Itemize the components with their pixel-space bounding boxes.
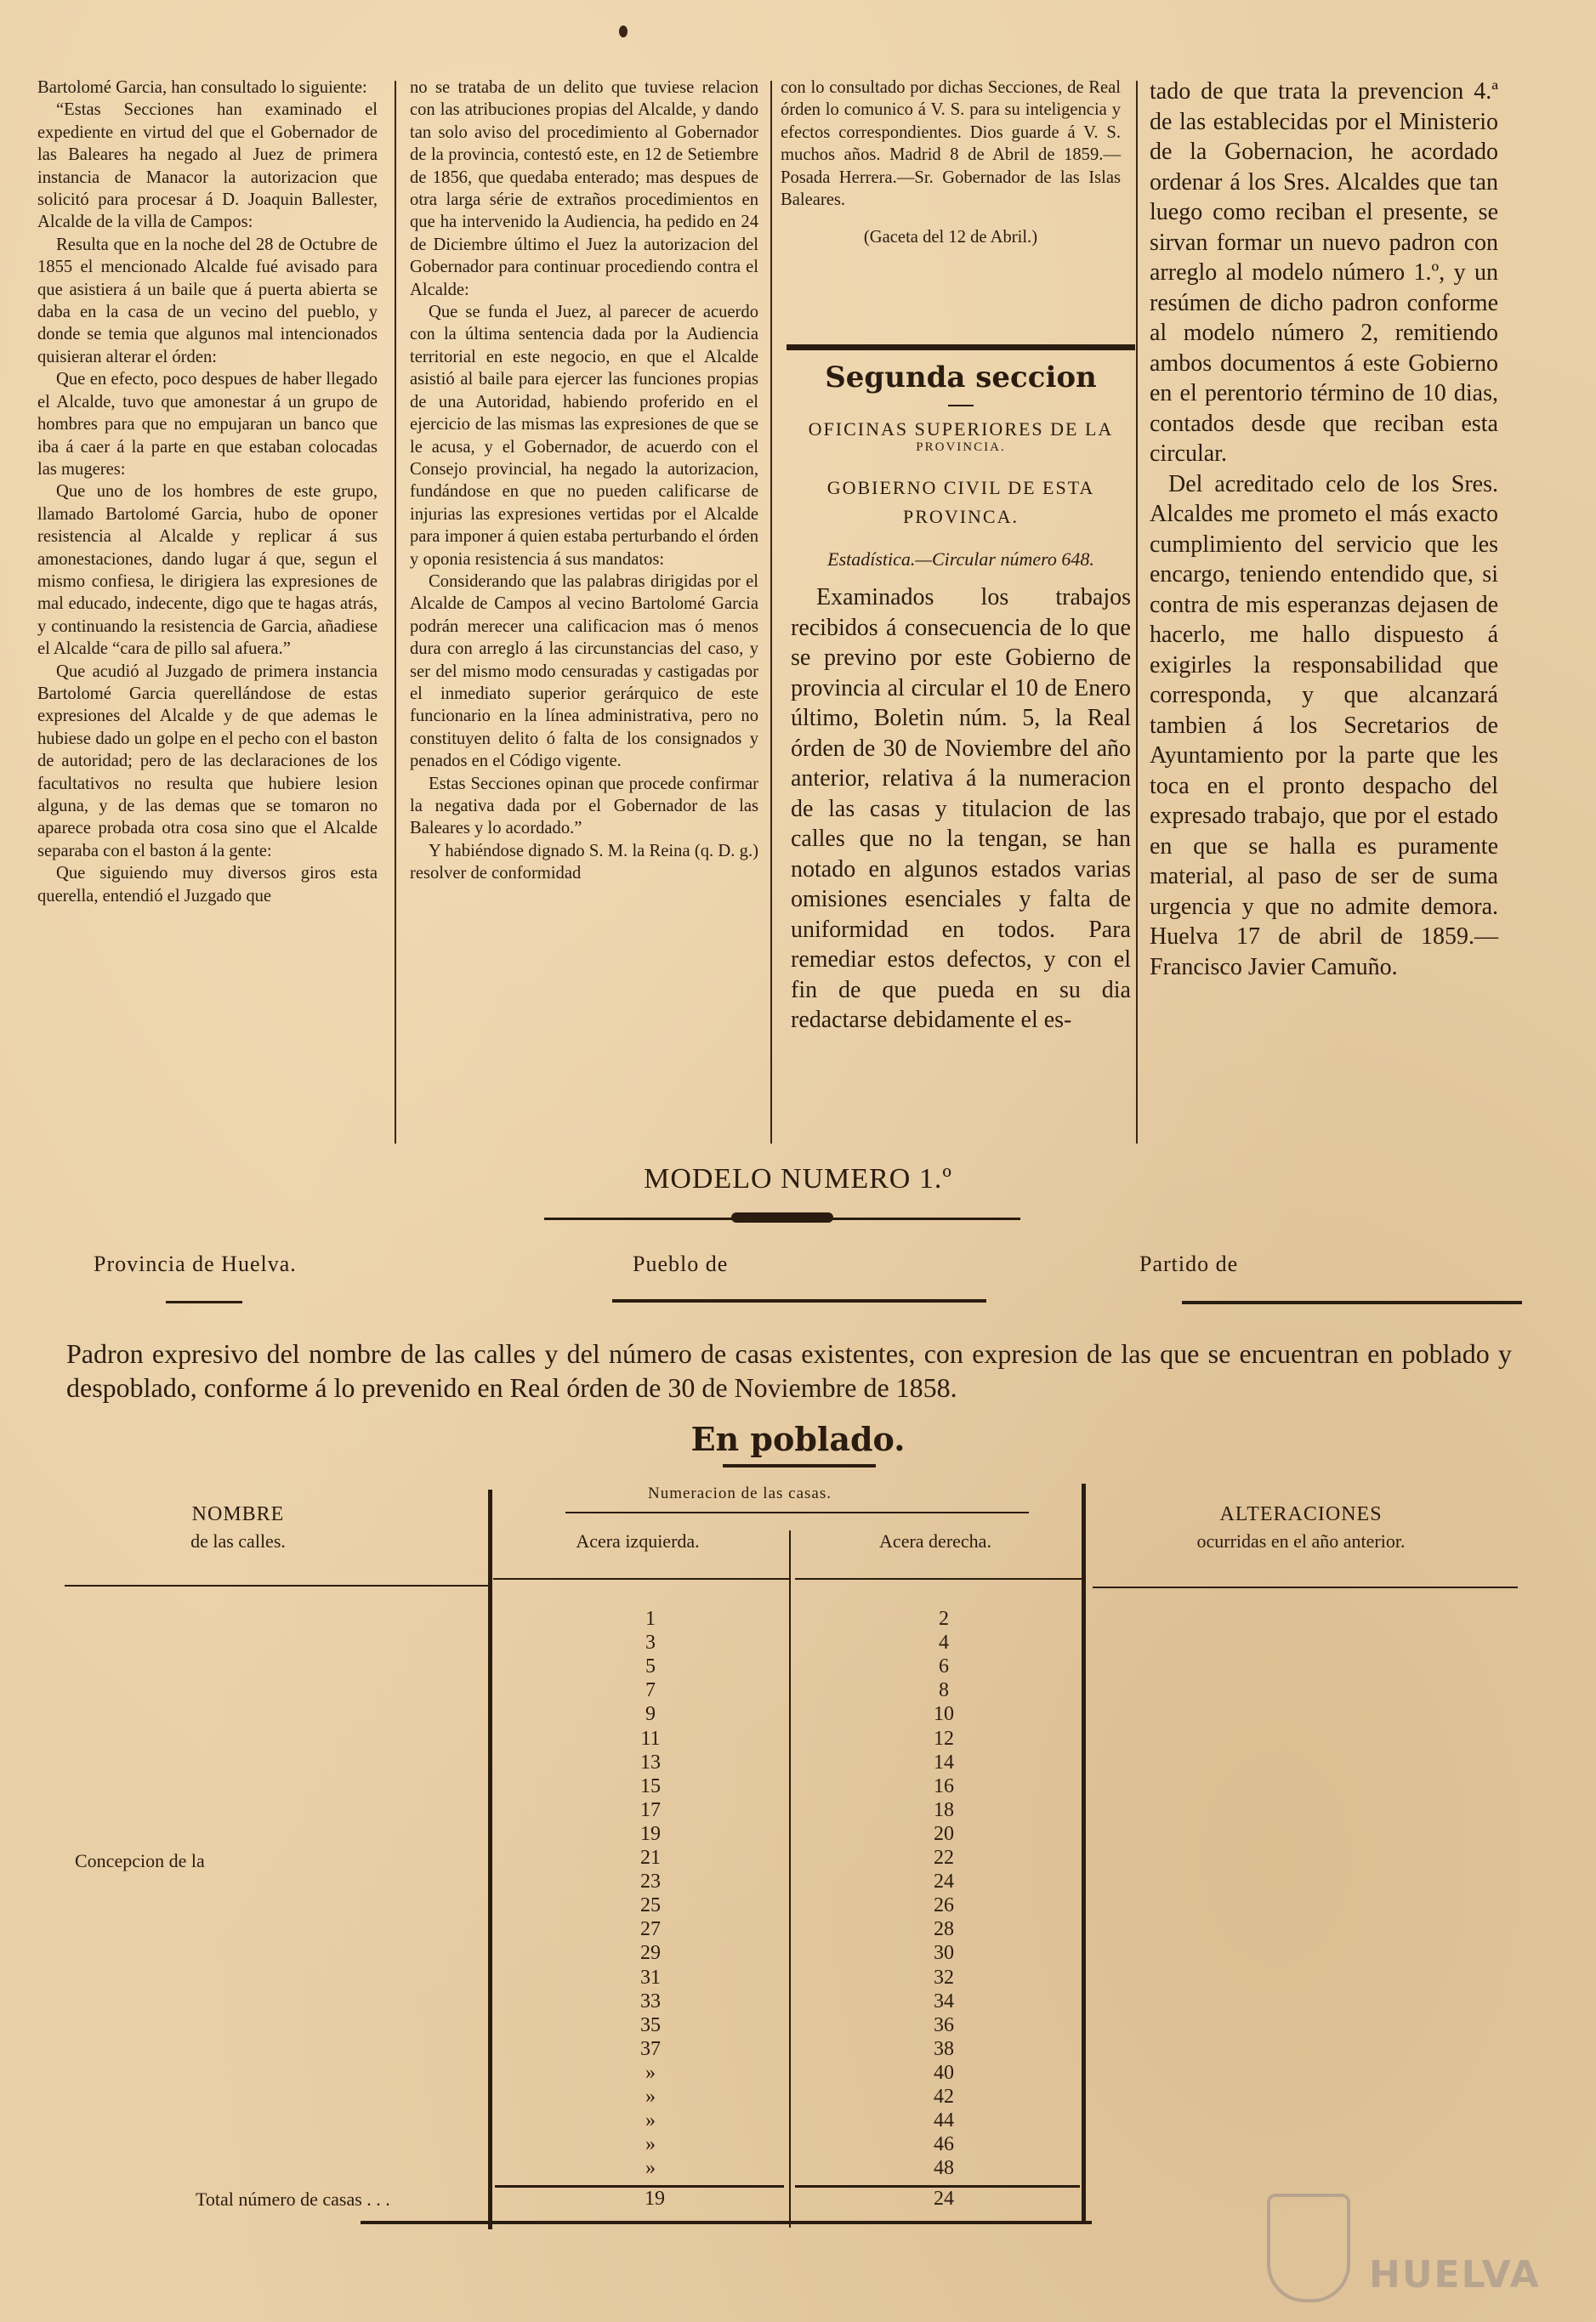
right-number: 38 [934, 2037, 954, 2060]
right-number: 10 [934, 1703, 954, 1726]
right-number: 14 [934, 1751, 954, 1774]
right-number: 30 [934, 1942, 954, 1965]
paragraph: Estas Secciones opinan que procede confirmar la negativa dada por el Gobernador de las Baleares y lo acordado.” [410, 774, 758, 838]
section-rule [787, 344, 1135, 350]
left-number: 19 [640, 1822, 661, 1845]
table-divider [1082, 1484, 1086, 2223]
paragraph: Considerando que las palabras dirigidas por el Alcalde de Campos al vecino Bartolomé Garcia podrán merecer una calificacion mas ó menos dura con arreglo á las circunstancias del caso, y ser del mismo modo censuradas y castigadas por el inmediato superior gerárquico de este funcionario en la línea administrativa, pero no constituyen delito ó falta de los consignados y penados en el Código vigente. [410, 571, 758, 771]
left-number: » [645, 2109, 656, 2132]
right-number: 18 [934, 1798, 954, 1821]
header-bottom-rule [1093, 1587, 1518, 1588]
right-number: 16 [934, 1774, 954, 1797]
paragraph: tado de que trata la prevencion 4.ª de las establecidas por el Ministerio de la Gobernacion, he acordado ordenar á los Sres. Alcaldes que tan luego como reciban el presente, se sirvan formar un nuevo padron con arreglo al modelo número 1.º, y un resúmen de dicho padron conforme al modelo número 2, remitiendo ambos documentos á este Gobierno en el perentorio término de 10 dias, contados desde que reciban esta circular. [1150, 78, 1498, 467]
circular-body: Examinados los trabajos recibidos á consecuencia de lo que se previno por este Gobierno de provincia al circular el 10 de Enero último, Boletin núm. 5, la Real órden de 30 de Noviembre del año anterior, relativa á la numeracion de las casas y titulacion de las calles que no la tengan, se han notado en algunos estados varias omisiones esenciales y falta de uniformidad en todos. Para remediar estos defectos, y con el fin de que pueda en su dia redactarse debidamente el es- [791, 584, 1131, 1033]
right-number: 12 [934, 1727, 954, 1750]
alteraciones-subheader: ocurridas en el año anterior. [1196, 1530, 1406, 1552]
ornament-rule [166, 1301, 242, 1303]
header-bottom-rule [795, 1578, 1084, 1580]
stamp-word: HUELVA [1369, 2253, 1541, 2296]
right-number: 32 [934, 1966, 954, 1989]
right-number: 44 [934, 2109, 954, 2132]
right-number: 22 [934, 1847, 954, 1869]
right-number: 26 [934, 1894, 954, 1917]
padron-description: Padron expresivo del nombre de las calles y del número de casas existentes, con expresion de las que se encuentran en poblado y despoblado, conforme á lo prevenido en Real órden de 30 de Noviembre de 1858. [66, 1338, 1512, 1403]
column-divider [1136, 81, 1138, 1144]
office-heading: OFICINAS SUPERIORES DE LA [808, 418, 1114, 440]
paragraph: “Estas Secciones han examinado el expediente en virtud del que el Gobernador de las Baleares ha negado al Juez de primera instancia de Manacor la autorizacion que solicitó para procesar á D. Joaquin Ballester, Alcalde de la villa de Campos: [37, 100, 378, 232]
left-number: 33 [640, 1990, 661, 2013]
circular-heading: Estadística.—Circular número 648. [827, 548, 1094, 570]
left-number: 25 [640, 1894, 661, 1917]
pueblo-blank-line [612, 1299, 986, 1303]
right-number: 42 [934, 2086, 954, 2108]
left-number: 11 [640, 1727, 661, 1750]
section-title: Segunda seccion [825, 361, 1097, 395]
table-bottom-rule [361, 2221, 1092, 2224]
header-rule [565, 1512, 1029, 1513]
column-3 [781, 77, 1121, 249]
nombre-subheader: de las calles. [190, 1530, 286, 1552]
left-number: 7 [645, 1679, 656, 1702]
alteraciones-header: ALTERACIONES [1219, 1503, 1383, 1525]
table-divider [488, 1490, 492, 2229]
left-number: » [645, 2061, 656, 2084]
left-number: 17 [640, 1798, 661, 1821]
left-number: 31 [640, 1966, 661, 1989]
left-number: 3 [645, 1632, 656, 1655]
acera-derecha-header: Acera derecha. [879, 1530, 991, 1552]
office-subheading: PROVINCIA. [916, 440, 1006, 454]
numeracion-header: Numeracion de las casas. [647, 1485, 832, 1502]
right-number: 20 [934, 1822, 954, 1845]
right-number: 6 [939, 1655, 949, 1678]
left-number: » [645, 2157, 656, 2180]
government-heading: GOBIERNO CIVIL DE ESTA PROVINCA. [826, 477, 1095, 527]
left-number: 15 [640, 1774, 661, 1797]
en-poblado-heading: En poblado. [690, 1420, 906, 1458]
left-number: 35 [640, 2013, 661, 2036]
left-number: 9 [645, 1703, 656, 1726]
paragraph: no se trataba de un delito que tuviese relacion con las atribuciones propias del Alcalde, y dando tan solo aviso del procedimiento al Gobernador de la provincia, contestó este, en 12 de Setiembre de 1856, que quedaba enterado; mas despues de otra larga série de extraños procedimientos en que ha intervenido la Audiencia, ha pedido en 24 de Diciembre último el Juez la autorizacion del Gobernador para continuar procediendo contra el Alcalde: [410, 78, 758, 299]
source-note: (Gaceta del 12 de Abril.) [863, 228, 1038, 247]
left-number: » [645, 2086, 656, 2108]
right-number: 34 [934, 1990, 954, 2013]
library-stamp [1250, 2168, 1541, 2313]
acera-izquierda-header: Acera izquierda. [576, 1530, 700, 1552]
street-name: Concepcion de la [75, 1850, 205, 1871]
partido-blank-line [1182, 1301, 1522, 1304]
left-number: 21 [640, 1847, 661, 1869]
table-divider [789, 1530, 791, 2228]
paragraph: Que acudió al Juzgado de primera instancia Bartolomé Garcia querellándose de estas expresiones del Alcalde y de que ademas le hubiese dado un golpe en el pecho con el baston de autoridad; pero de las declaraciones de los facultativos no resulta que hubiere lesion alguna, y de las demas que se tomaron no aparece probada otra cosa sino que el Alcalde separaba con el baston á la gente: [37, 661, 378, 860]
right-number: 48 [934, 2157, 954, 2180]
provincia-label: Provincia de Huelva. [94, 1252, 297, 1276]
left-number: 13 [640, 1751, 661, 1774]
column-divider [395, 81, 396, 1144]
total-label: Total número de casas . . . [196, 2189, 390, 2210]
right-number: 24 [934, 1871, 954, 1893]
nombre-header: NOMBRE [191, 1503, 285, 1525]
left-number: 1 [645, 1608, 656, 1630]
paragraph: Y habiéndose dignado S. M. la Reina (q. D. g.) resolver de conformidad [410, 841, 758, 883]
left-number: 5 [645, 1655, 656, 1678]
total-right: 24 [934, 2188, 954, 2210]
ornament-center [731, 1212, 833, 1223]
column-2 [410, 77, 758, 885]
paragraph: Que uno de los hombres de este grupo, llamado Bartolomé Garcia, hubo de oponer resistencia al Alcalde y replicar á sus amonestaciones, dando lugar á que, segun el mismo confiesa, le dirigiera las expresiones de mal educado, indecente, digo que te hagas atrás, y continuando la resistencia de Garcia, añadiese el Alcalde “cara de pillo sal afuera.” [37, 482, 378, 659]
dash [948, 405, 974, 406]
left-number: » [645, 2133, 656, 2156]
right-number: 36 [934, 2013, 954, 2036]
right-number: 8 [939, 1679, 949, 1702]
column-1 [37, 77, 378, 907]
page-mark [619, 26, 628, 37]
right-number: 40 [934, 2061, 954, 2084]
left-number: 29 [640, 1942, 661, 1965]
paragraph: Resulta que en la noche del 28 de Octubre de 1855 el mencionado Alcalde fué avisado para que asistiera á un baile que á puerta abierta se daba en la casa de un vecino del pueblo, y donde se temia que algunos mal intencionados quisieran alterar el órden: [37, 235, 378, 366]
left-number: 27 [640, 1918, 661, 1941]
heading-underline [723, 1464, 876, 1468]
modelo-title: MODELO NUMERO 1.º [644, 1163, 952, 1195]
header-bottom-rule [493, 1578, 791, 1580]
pueblo-label: Pueblo de [633, 1252, 729, 1276]
paragraph: Que se funda el Juez, al parecer de acuerdo con la última sentencia dada por la Audiencia territorial en este negocio, en que el Alcalde asistió al baile para ejercer las funciones propias de una Autoridad, habiendo proferido en el ejercicio de las mismas las expresiones de que se le acusa, y el Gobernador, de acuerdo con el Consejo provincial, ha negado la autorizacion, fundándose en que no pueden calificarse de injurias las expresiones vertidas por el Alcalde para imponer á quien estaba perturbando el órden y oponia resistencia á sus mandatos: [410, 303, 758, 569]
left-number: 23 [640, 1871, 661, 1893]
column-divider [770, 81, 772, 1144]
right-number: 28 [934, 1918, 954, 1941]
section-block [791, 344, 1131, 1036]
right-number: 4 [939, 1632, 949, 1655]
shield-icon [1267, 2194, 1350, 2302]
partido-label: Partido de [1139, 1252, 1239, 1276]
column-4 [1150, 77, 1498, 982]
paragraph: Del acreditado celo de los Sres. Alcaldes me prometo el más exacto cumplimiento del servicio que les encargo, teniendo entendido que, si contra de mis esperanzas dejasen de hacerlo, me hallo dispuesto á exigirles la responsabilidad que corresponda, y que alcanzará tambien á los Secretarios de Ayuntamiento por la parte que les toca en el pronto despacho del expresado trabajo, que por el estado en que se halla es puramente material, al paso de ser de suma urgencia y que no admite demora. Huelva 17 de abril de 1859.—Francisco Javier Camuño. [1150, 470, 1498, 980]
paragraph: Que siguiendo muy diversos giros esta querella, entendió el Juzgado que [37, 864, 378, 906]
header-bottom-rule [65, 1585, 490, 1587]
total-left: 19 [645, 2188, 665, 2210]
paragraph: con lo consultado por dichas Secciones, de Real órden lo comunico á V. S. para su inteligencia y efectos correspondientes. Dios guarde á V. S. muchos años. Madrid 8 de Abril de 1859.—Posada Herrera.—Sr. Gobernador de las Islas Baleares. [781, 78, 1121, 210]
left-number: 37 [640, 2037, 661, 2060]
right-number: 46 [934, 2133, 954, 2156]
paragraph: Que en efecto, poco despues de haber llegado el Alcalde, tuvo que amonestar á un grupo de hombres para que no empujaran un banco que iba á caer á la parte en que estaban colocadas las mugeres: [37, 370, 378, 479]
right-number: 2 [939, 1608, 949, 1630]
paragraph: Bartolomé Garcia, han consultado lo siguiente: [37, 78, 367, 97]
